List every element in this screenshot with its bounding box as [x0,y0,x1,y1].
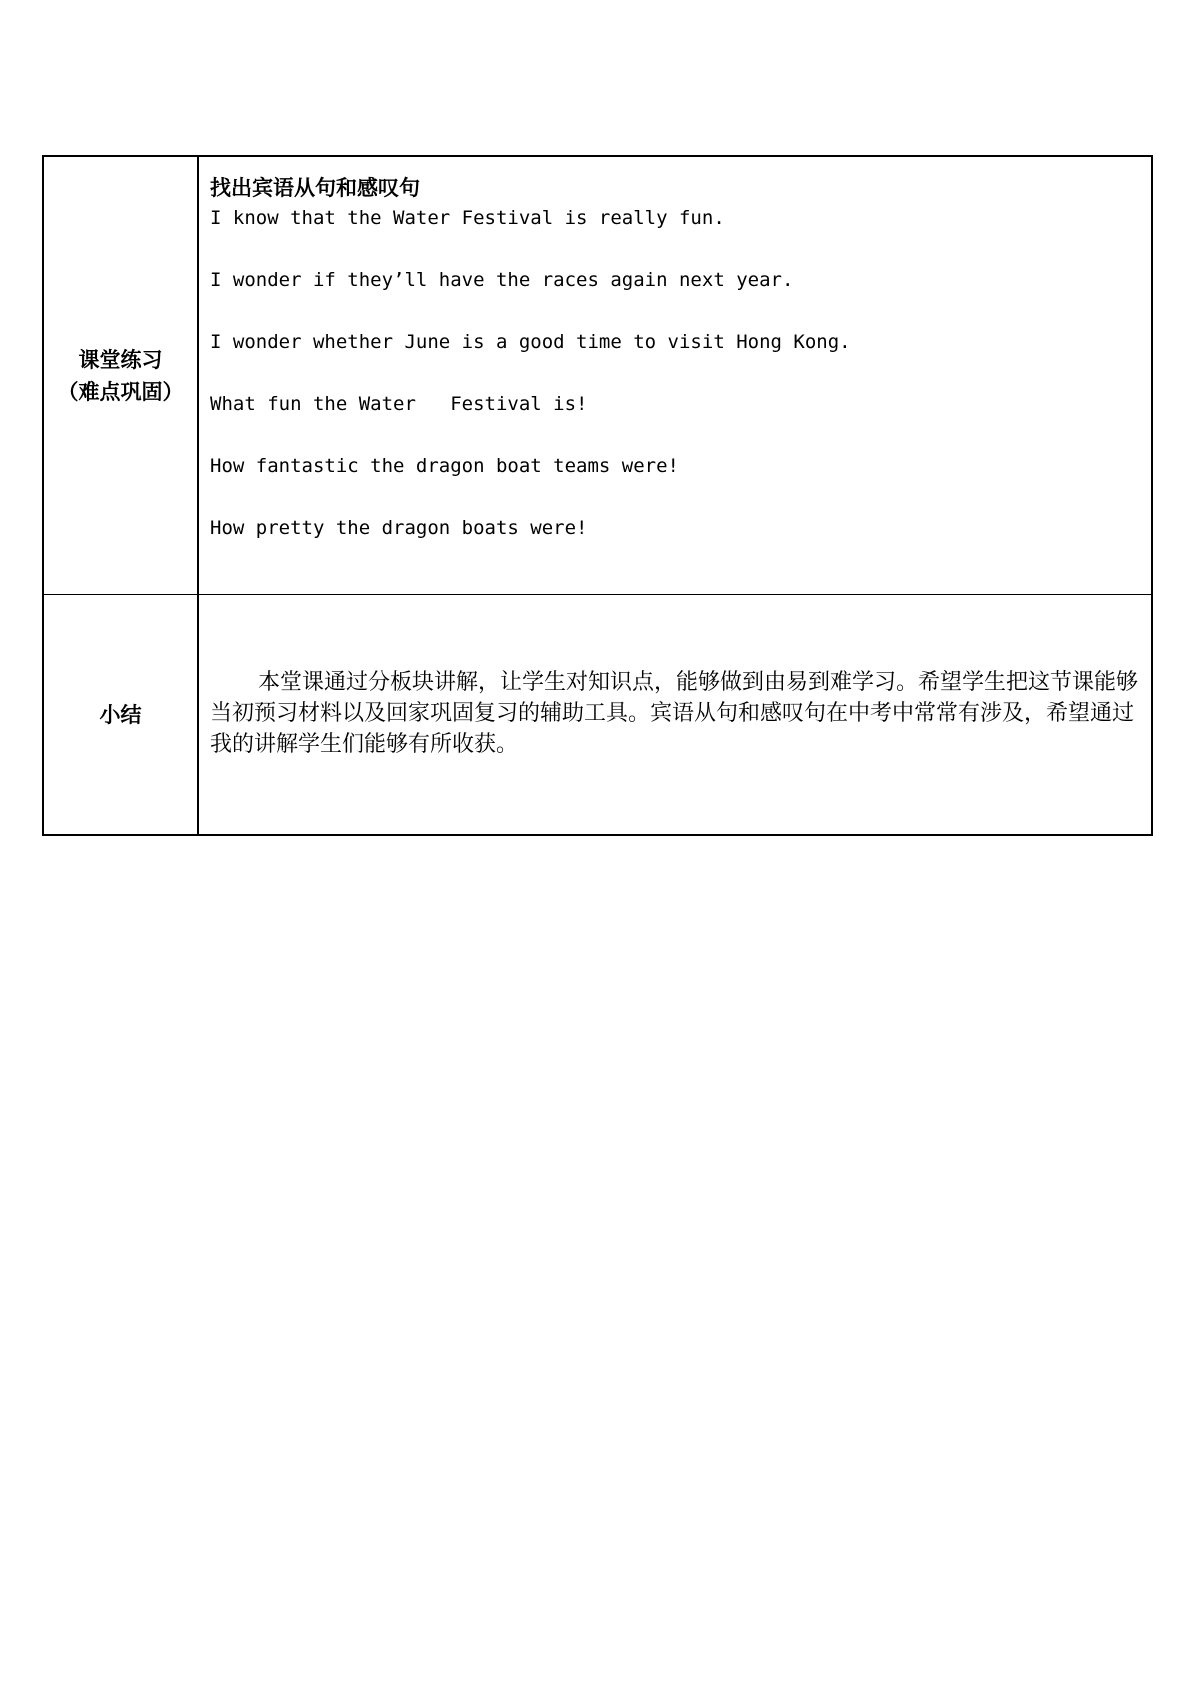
exercise-sentence: I know that the Water Festival is really fun. [210,207,725,229]
summary-label: 小结 [99,702,142,727]
practice-label: 课堂练习 [78,347,163,372]
exercise-sentence: I wonder whether June is a good time to visit Hong Kong. [210,331,851,353]
practice-label-cell [43,156,198,595]
exercise-heading: 找出宾语从句和感叹句 [210,176,420,200]
practice-sublabel: （难点巩固） [57,379,184,404]
exercise-sentence: How fantastic the dragon boat teams were! [210,455,679,477]
practice-content-cell [198,156,1152,595]
exercise-sentence: How pretty the dragon boats were! [210,517,588,539]
exercise-sentence: What fun the Water Festival is! [210,393,588,415]
exercise-sentence: I wonder if they’ll have the races again next year. [210,269,794,291]
table-row-summary [43,595,1152,836]
summary-label-cell [43,595,198,836]
lesson-table [42,155,1153,836]
summary-text: 本堂课通过分板块讲解，让学生对知识点，能够做到由易到难学习。希望学生把这节课能够当初预习材料以及回家巩固复习的辅助工具。宾语从句和感叹句在中考中常常有涉及，希望通过我的讲解学生们能够有所收获。 [210,670,1139,757]
summary-content-cell [198,595,1152,836]
table-row-practice [43,156,1152,595]
